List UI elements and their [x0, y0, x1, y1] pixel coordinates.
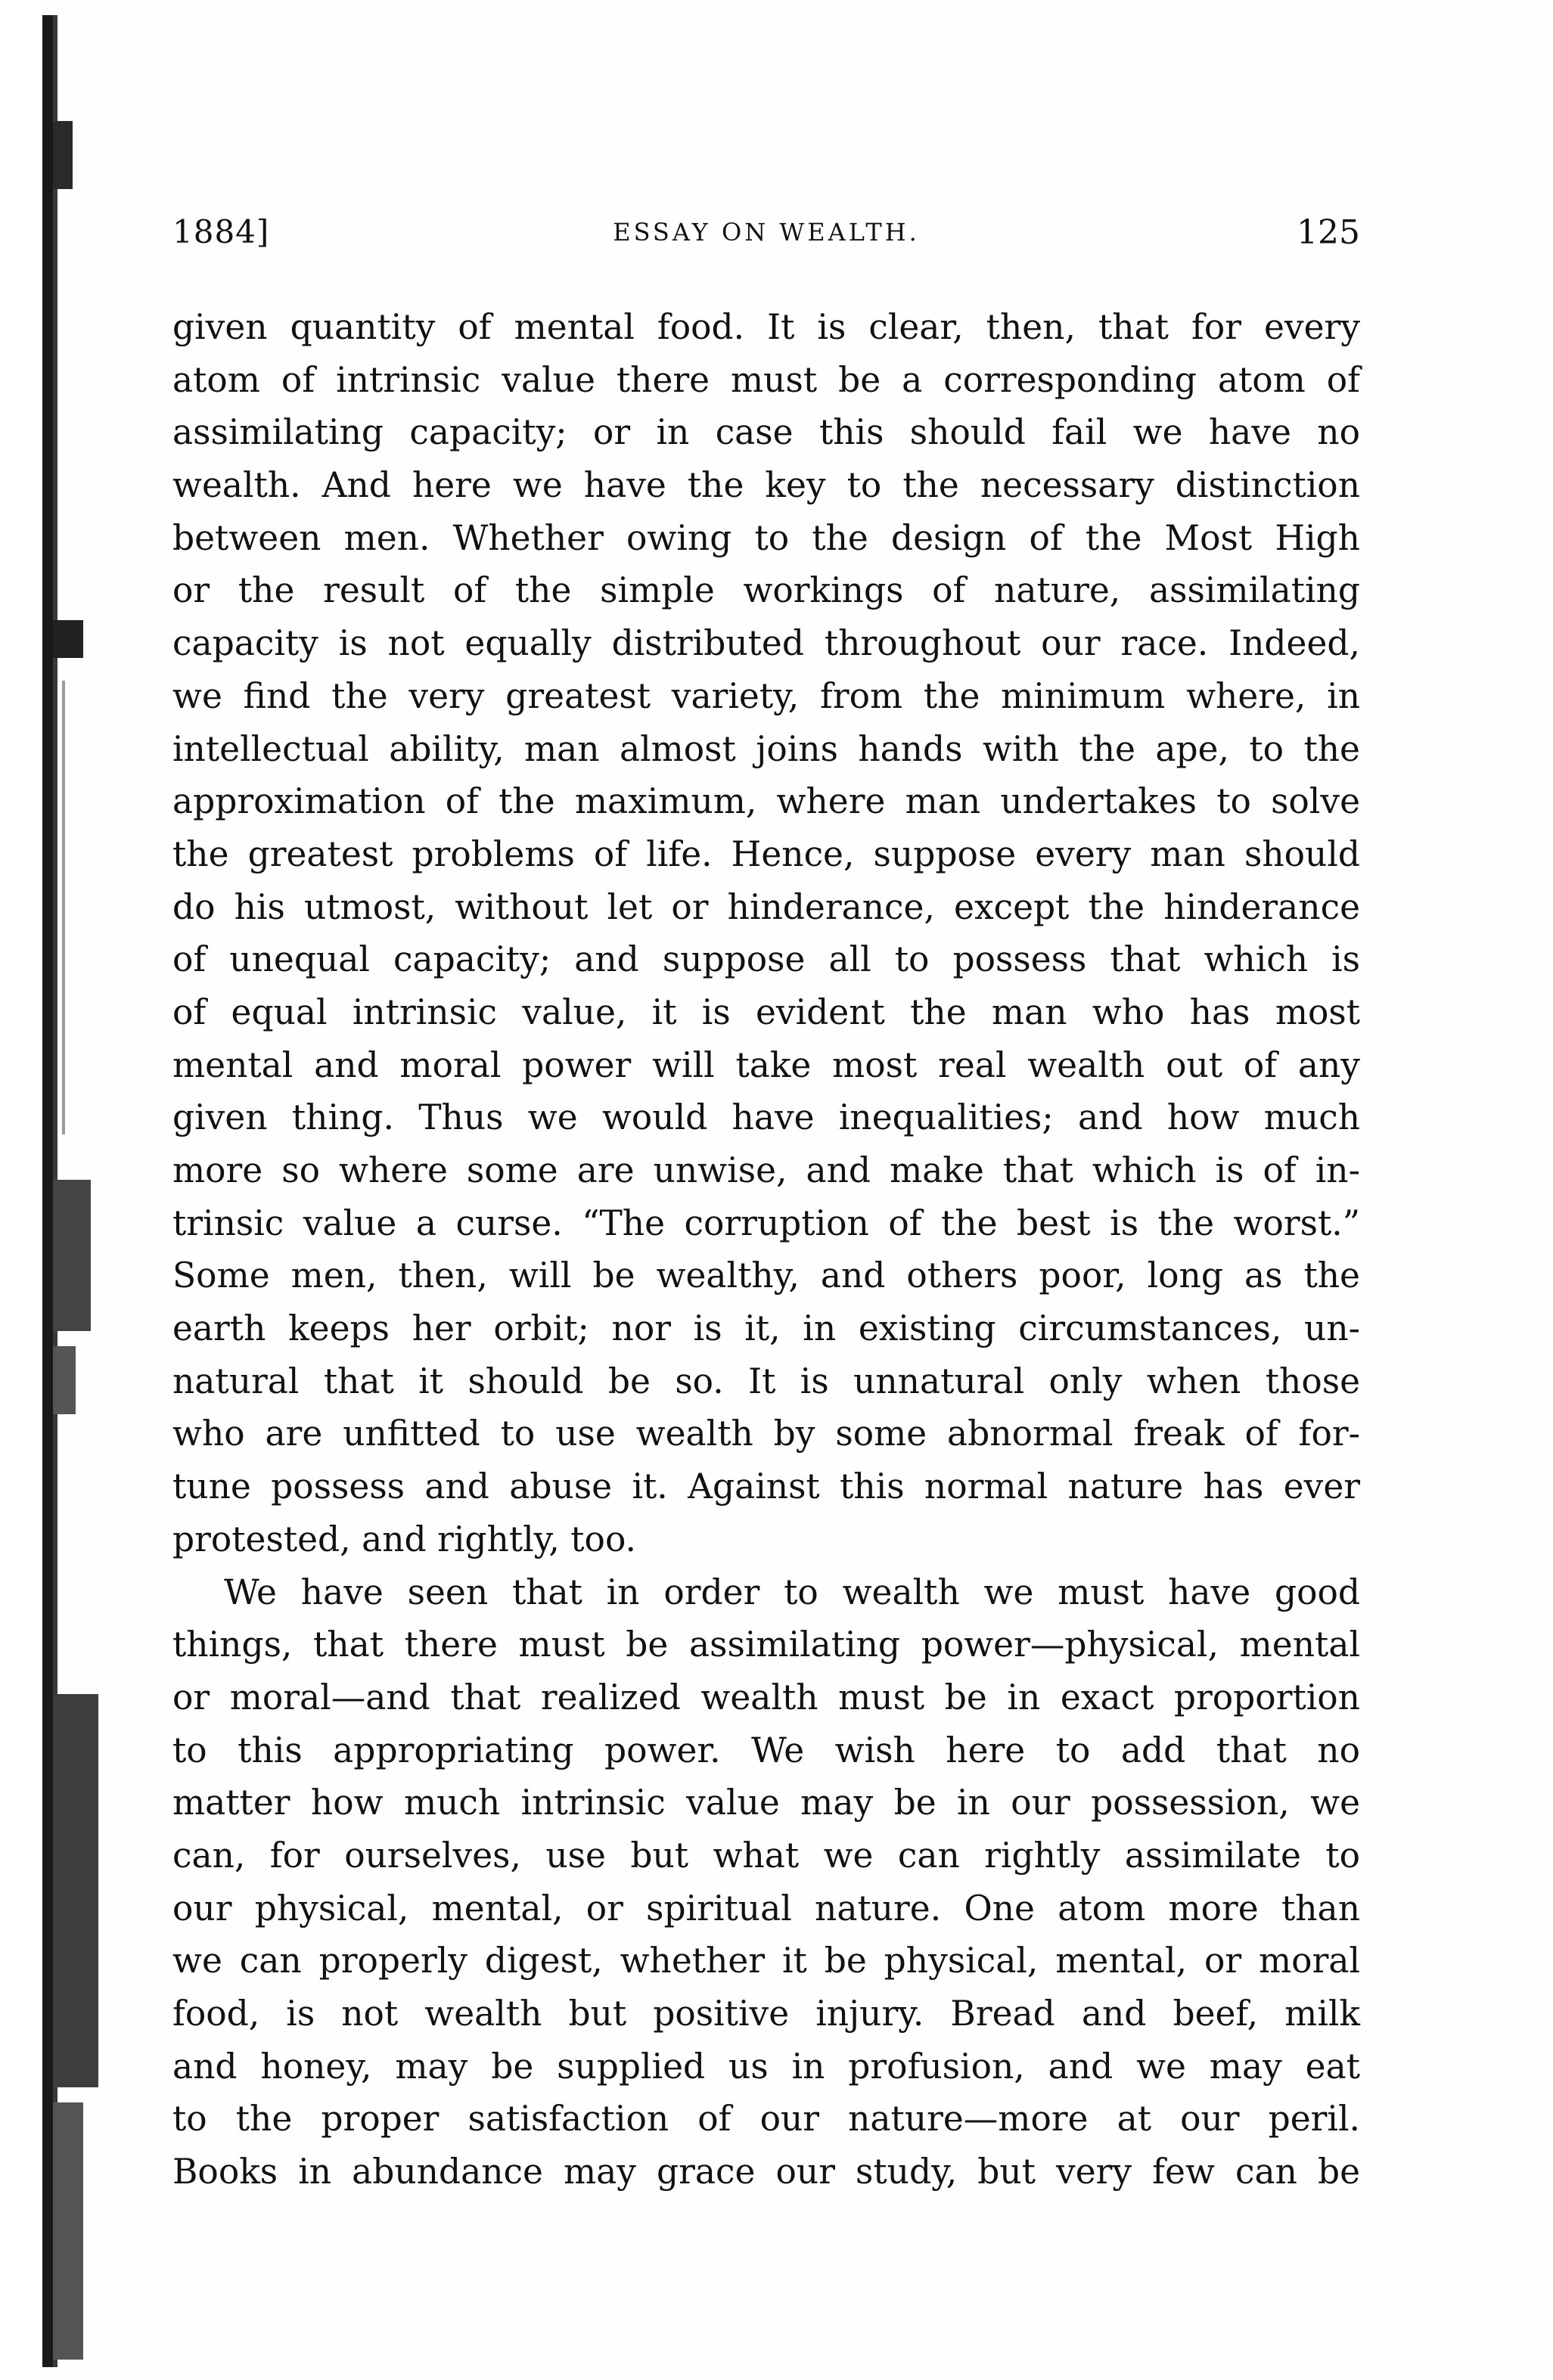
- page-binding-edge: [0, 0, 113, 2380]
- text-line: wealth. And here we have the key to the necessary distinction: [172, 465, 1360, 506]
- text-line: trinsic value a curse. “The corruption of the best is the worst.”: [172, 1202, 1360, 1243]
- text-line: to this appropriating power. We wish here to add that no: [172, 1730, 1360, 1770]
- paragraph-end-line: protested, and rightly, too.: [172, 1519, 637, 1559]
- text-line: between men. Whether owing to the design of the Most High: [172, 517, 1360, 558]
- text-line: do his utmost, without let or hinderance, except the hinderance: [172, 886, 1360, 927]
- text-line: Books in abundance may grace our study, but very few can be: [172, 2152, 1360, 2192]
- text-line: we can properly digest, whether it be physical, mental, or moral: [172, 1941, 1360, 1981]
- running-header: [172, 213, 1360, 259]
- text-line: atom of intrinsic value there must be a corresponding atom of: [172, 359, 1360, 400]
- text-line: capacity is not equally distributed throughout our race. Indeed,: [172, 623, 1360, 664]
- text-line: tune possess and abuse it. Against this normal nature has ever: [172, 1466, 1360, 1507]
- text-line: our physical, mental, or spiritual nature. One atom more than: [172, 1888, 1360, 1929]
- text-line: or moral—and that realized wealth must be in exact proportion: [172, 1677, 1360, 1718]
- text-line: Some men, then, will be wealthy, and others poor, long as the: [172, 1255, 1360, 1296]
- header-title: ESSAY ON WEALTH.: [613, 218, 920, 247]
- text-line: earth keeps her orbit; nor is it, in existing circumstances, un-: [172, 1308, 1360, 1349]
- text-line: of equal intrinsic value, it is evident the man who has most: [172, 991, 1360, 1032]
- header-year: 1884]: [172, 213, 270, 250]
- text-line: given quantity of mental food. It is clear, then, that for every: [172, 307, 1360, 347]
- text-line: assimilating capacity; or in case this should fail we have no: [172, 412, 1360, 453]
- text-line: matter how much intrinsic value may be in our possession, we: [172, 1783, 1360, 1823]
- text-line: mental and moral power will take most real wealth out of any: [172, 1044, 1360, 1085]
- text-line: approximation of the maximum, where man undertakes to solve: [172, 781, 1360, 822]
- paragraph-start-line: We have seen that in order to wealth we must have good: [224, 1572, 1360, 1612]
- text-line: we find the very greatest variety, from the minimum where, in: [172, 675, 1360, 716]
- text-line: the greatest problems of life. Hence, suppose every man should: [172, 833, 1360, 874]
- page-number: 125: [1297, 213, 1360, 252]
- text-line: natural that it should be so. It is unnatural only when those: [172, 1361, 1360, 1401]
- text-line: food, is not wealth but positive injury. Bread and beef, milk: [172, 1994, 1360, 2034]
- text-line: given thing. Thus we would have inequalities; and how much: [172, 1097, 1360, 1138]
- text-line: more so where some are unwise, and make that which is of in-: [172, 1150, 1360, 1190]
- text-line: and honey, may be supplied us in profusion, and we may eat: [172, 2046, 1360, 2087]
- text-line: or the result of the simple workings of nature, assimilating: [172, 570, 1360, 611]
- page-body-text: [172, 301, 1360, 2198]
- text-line: things, that there must be assimilating power—physical, mental: [172, 1624, 1360, 1665]
- text-line: who are unfitted to use wealth by some abnormal freak of for-: [172, 1413, 1360, 1454]
- text-line: to the proper satisfaction of our nature—more at our peril.: [172, 2099, 1360, 2140]
- text-line: intellectual ability, man almost joins hands with the ape, to the: [172, 728, 1360, 769]
- text-line: can, for ourselves, use but what we can rightly assimilate to: [172, 1835, 1360, 1876]
- text-line: of unequal capacity; and suppose all to possess that which is: [172, 939, 1360, 980]
